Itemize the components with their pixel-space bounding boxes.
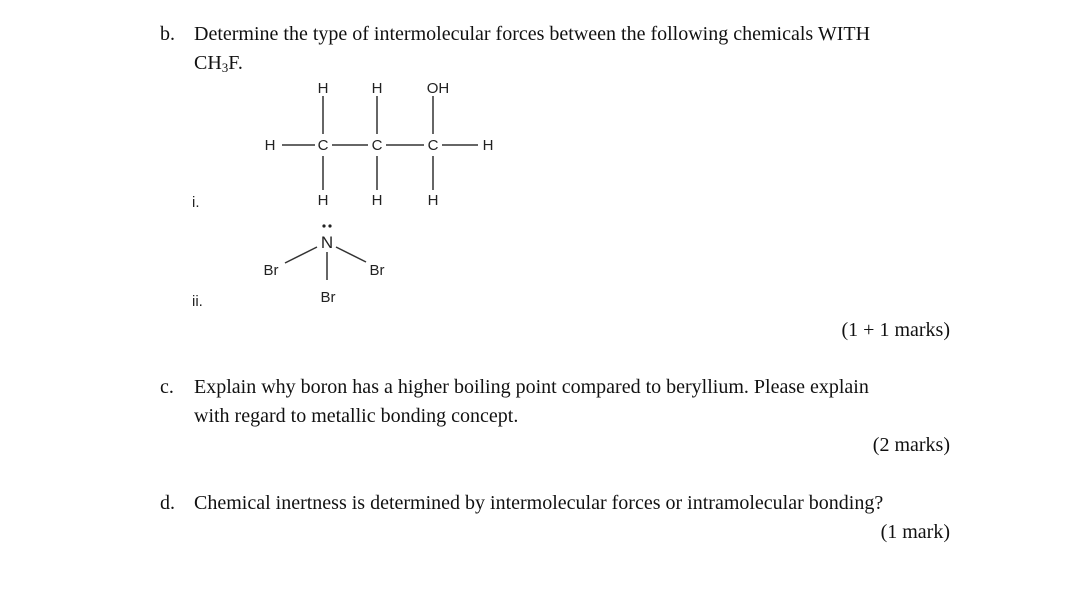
question-d-letter: d. xyxy=(160,492,175,514)
lone-pair-dot-2 xyxy=(328,224,331,227)
formula-prefix: CH xyxy=(194,52,222,74)
bond-n-br-left xyxy=(285,247,317,263)
question-b-text: Determine the type of intermolecular forces between the following chemicals WITH xyxy=(194,23,871,45)
question-c-letter: c. xyxy=(160,376,174,398)
atom-c1: C xyxy=(317,137,329,154)
question-c-text-line2: with regard to metallic bonding concept. xyxy=(194,405,519,427)
atom-bottom-h3: H xyxy=(427,192,439,209)
formula-subscript: 3 xyxy=(221,60,229,75)
lone-pair-dot-1 xyxy=(322,224,325,227)
atom-top-h1: H xyxy=(317,80,329,97)
bond-n-br-right xyxy=(336,247,366,262)
atom-br-bottom: Br xyxy=(320,289,336,306)
atom-n: N xyxy=(320,233,334,252)
atom-br-right: Br xyxy=(369,262,385,279)
item-ii-label: ii. xyxy=(192,293,203,310)
atom-left-h: H xyxy=(264,137,276,154)
molecule-i-structure xyxy=(240,72,520,222)
question-c-marks: (2 marks) xyxy=(872,434,950,456)
atom-bottom-h2: H xyxy=(371,192,383,209)
atom-bottom-h1: H xyxy=(317,192,329,209)
atom-br-left: Br xyxy=(263,262,279,279)
atom-top-h2: H xyxy=(371,80,383,97)
question-b-marks: (1 + 1 marks) xyxy=(841,319,950,341)
question-d-text: Chemical inertness is determined by intermolecular forces or intramolecular bonding? xyxy=(194,492,884,514)
question-d-marks: (1 mark) xyxy=(880,521,950,543)
question-b-letter: b. xyxy=(160,23,175,45)
question-b-formula xyxy=(194,49,243,82)
item-i-label: i. xyxy=(192,194,200,211)
molecule-ii-structure xyxy=(250,218,410,310)
formula-suffix: F. xyxy=(228,52,243,74)
atom-c2: C xyxy=(371,137,383,154)
atom-c3: C xyxy=(427,137,439,154)
atom-top-oh: OH xyxy=(426,80,450,97)
atom-right-h: H xyxy=(482,137,494,154)
question-c-text-line1: Explain why boron has a higher boiling point compared to beryllium. Please explain xyxy=(194,376,869,398)
